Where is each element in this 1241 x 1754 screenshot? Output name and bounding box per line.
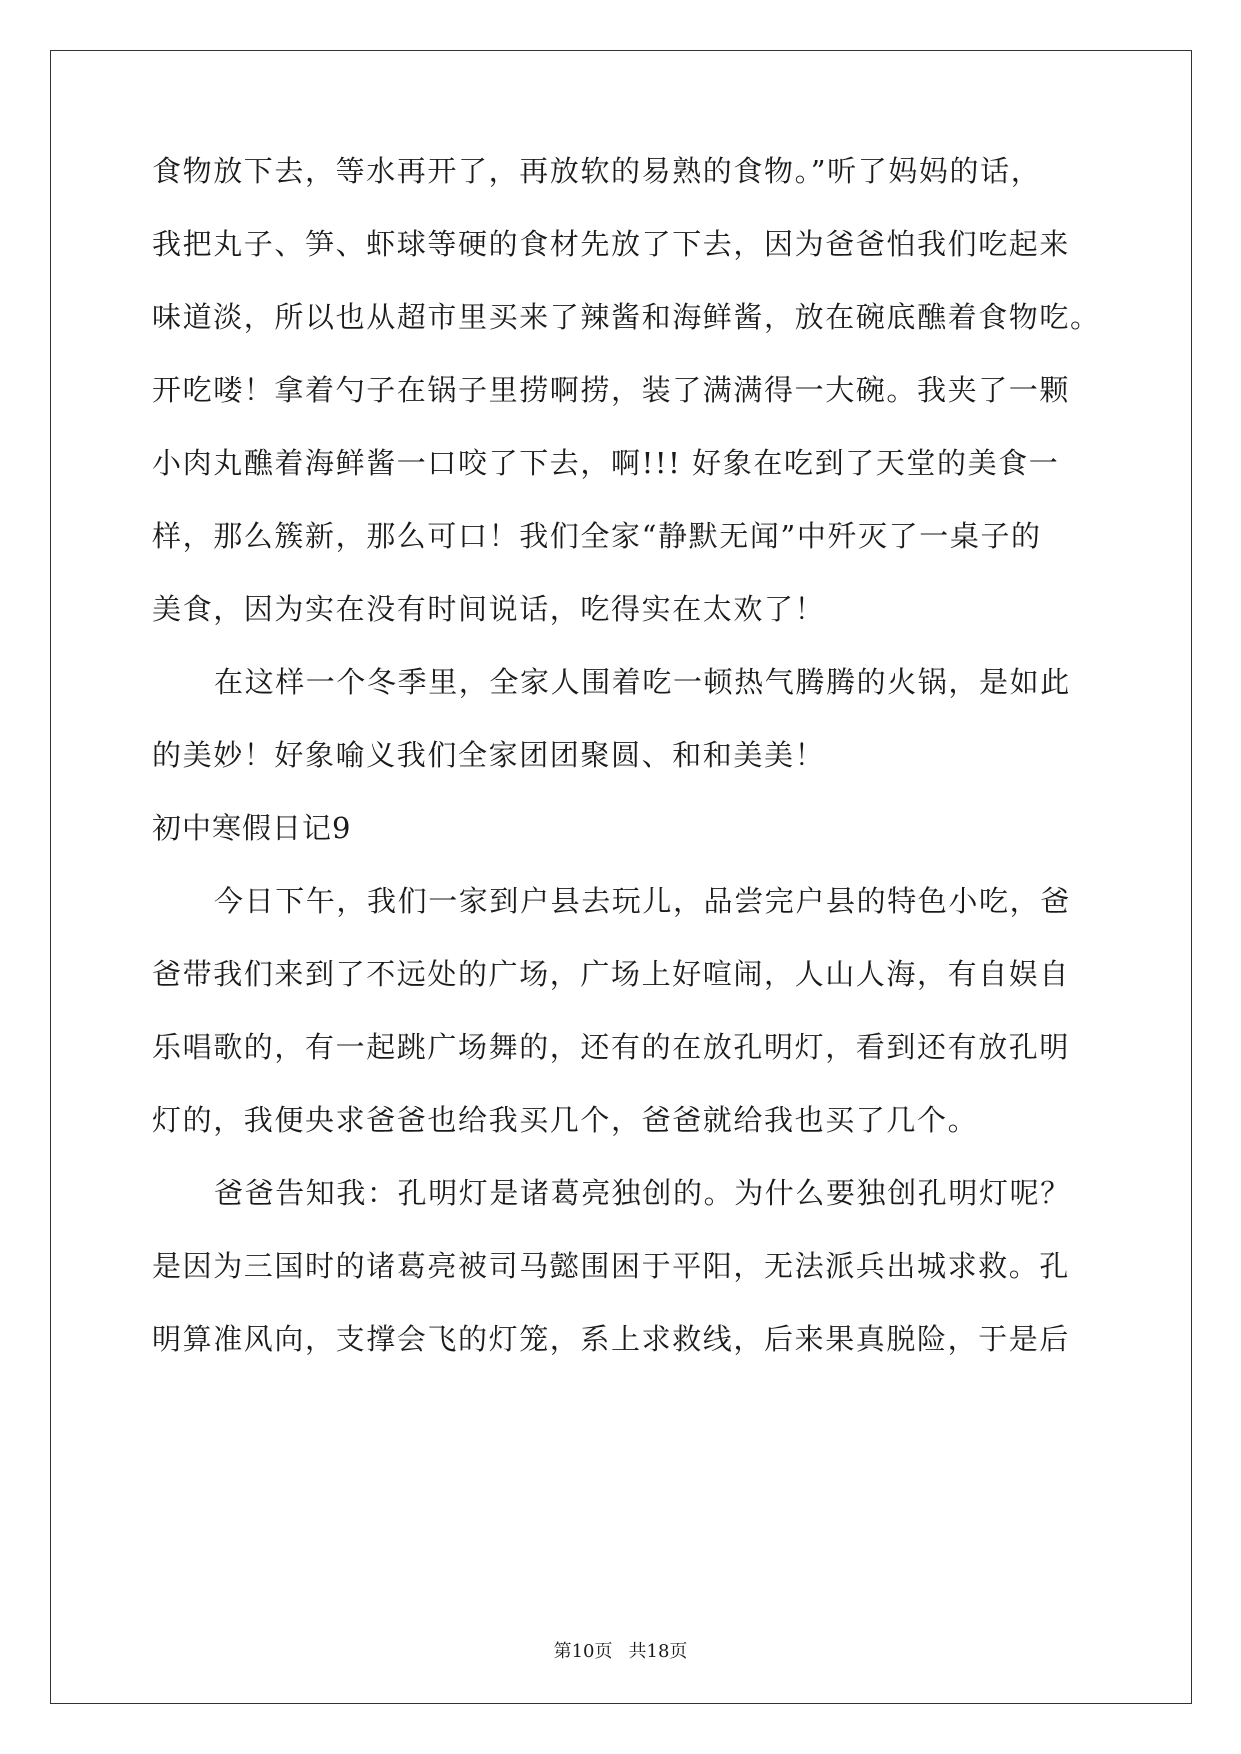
text-line-2: 我把丸子、笋、虾球等硬的食材先放了下去，因为爸爸怕我们吃起来 bbox=[152, 227, 1071, 261]
text-line-5: 小肉丸醮着海鲜酱一口咬了下去，啊!!! 好象在吃到了天堂的美食一 bbox=[152, 446, 1060, 480]
text-line-6: 样，那么簇新，那么可口！我们全家“静默无闻”中歼灭了一桌子的 bbox=[152, 519, 1042, 553]
text-line-12: 爸带我们来到了不远处的广场，广场上好喧闹，人山人海，有自娱自 bbox=[152, 957, 1071, 991]
page-footer bbox=[0, 1640, 1241, 1664]
text-line-9: 的美妙！好象喻义我们全家团团聚圆、和和美美！ bbox=[152, 738, 826, 772]
text-line-14: 灯的，我便央求爸爸也给我买几个，爸爸就给我也买了几个。 bbox=[152, 1103, 979, 1137]
text-line-13: 乐唱歌的，有一起跳广场舞的，还有的在放孔明灯，看到还有放孔明 bbox=[152, 1030, 1071, 1064]
text-line-11: 今日下午，我们一家到户县去玩儿，品尝完户县的特色小吃，爸 bbox=[214, 884, 1071, 918]
text-line-4: 开吃喽！拿着勺子在锅子里捞啊捞，装了满满得一大碗。我夹了一颗 bbox=[152, 373, 1071, 407]
text-line-15: 爸爸告知我：孔明灯是诸葛亮独创的。为什么要独创孔明灯呢？ bbox=[214, 1176, 1071, 1210]
text-line-1: 食物放下去，等水再开了，再放软的易熟的食物。”听了妈妈的话， bbox=[152, 154, 1042, 188]
text-line-7: 美食，因为实在没有时间说话，吃得实在太欢了！ bbox=[152, 592, 826, 626]
page-number: 第10页 bbox=[553, 1641, 613, 1662]
text-line-16: 是因为三国时的诸葛亮被司马懿围困于平阳，无法派兵出城求救。孔 bbox=[152, 1249, 1071, 1283]
text-line-3: 味道淡，所以也从超市里买来了辣酱和海鲜酱，放在碗底醮着食物吃。 bbox=[152, 300, 1101, 334]
page-total: 共18页 bbox=[628, 1641, 688, 1662]
text-line-8: 在这样一个冬季里，全家人围着吃一顿热气腾腾的火锅，是如此 bbox=[214, 665, 1071, 699]
text-line-17: 明算准风向，支撑会飞的灯笼，系上求救线，后来果真脱险，于是后 bbox=[152, 1322, 1071, 1356]
section-heading: 初中寒假日记9 bbox=[152, 811, 352, 845]
